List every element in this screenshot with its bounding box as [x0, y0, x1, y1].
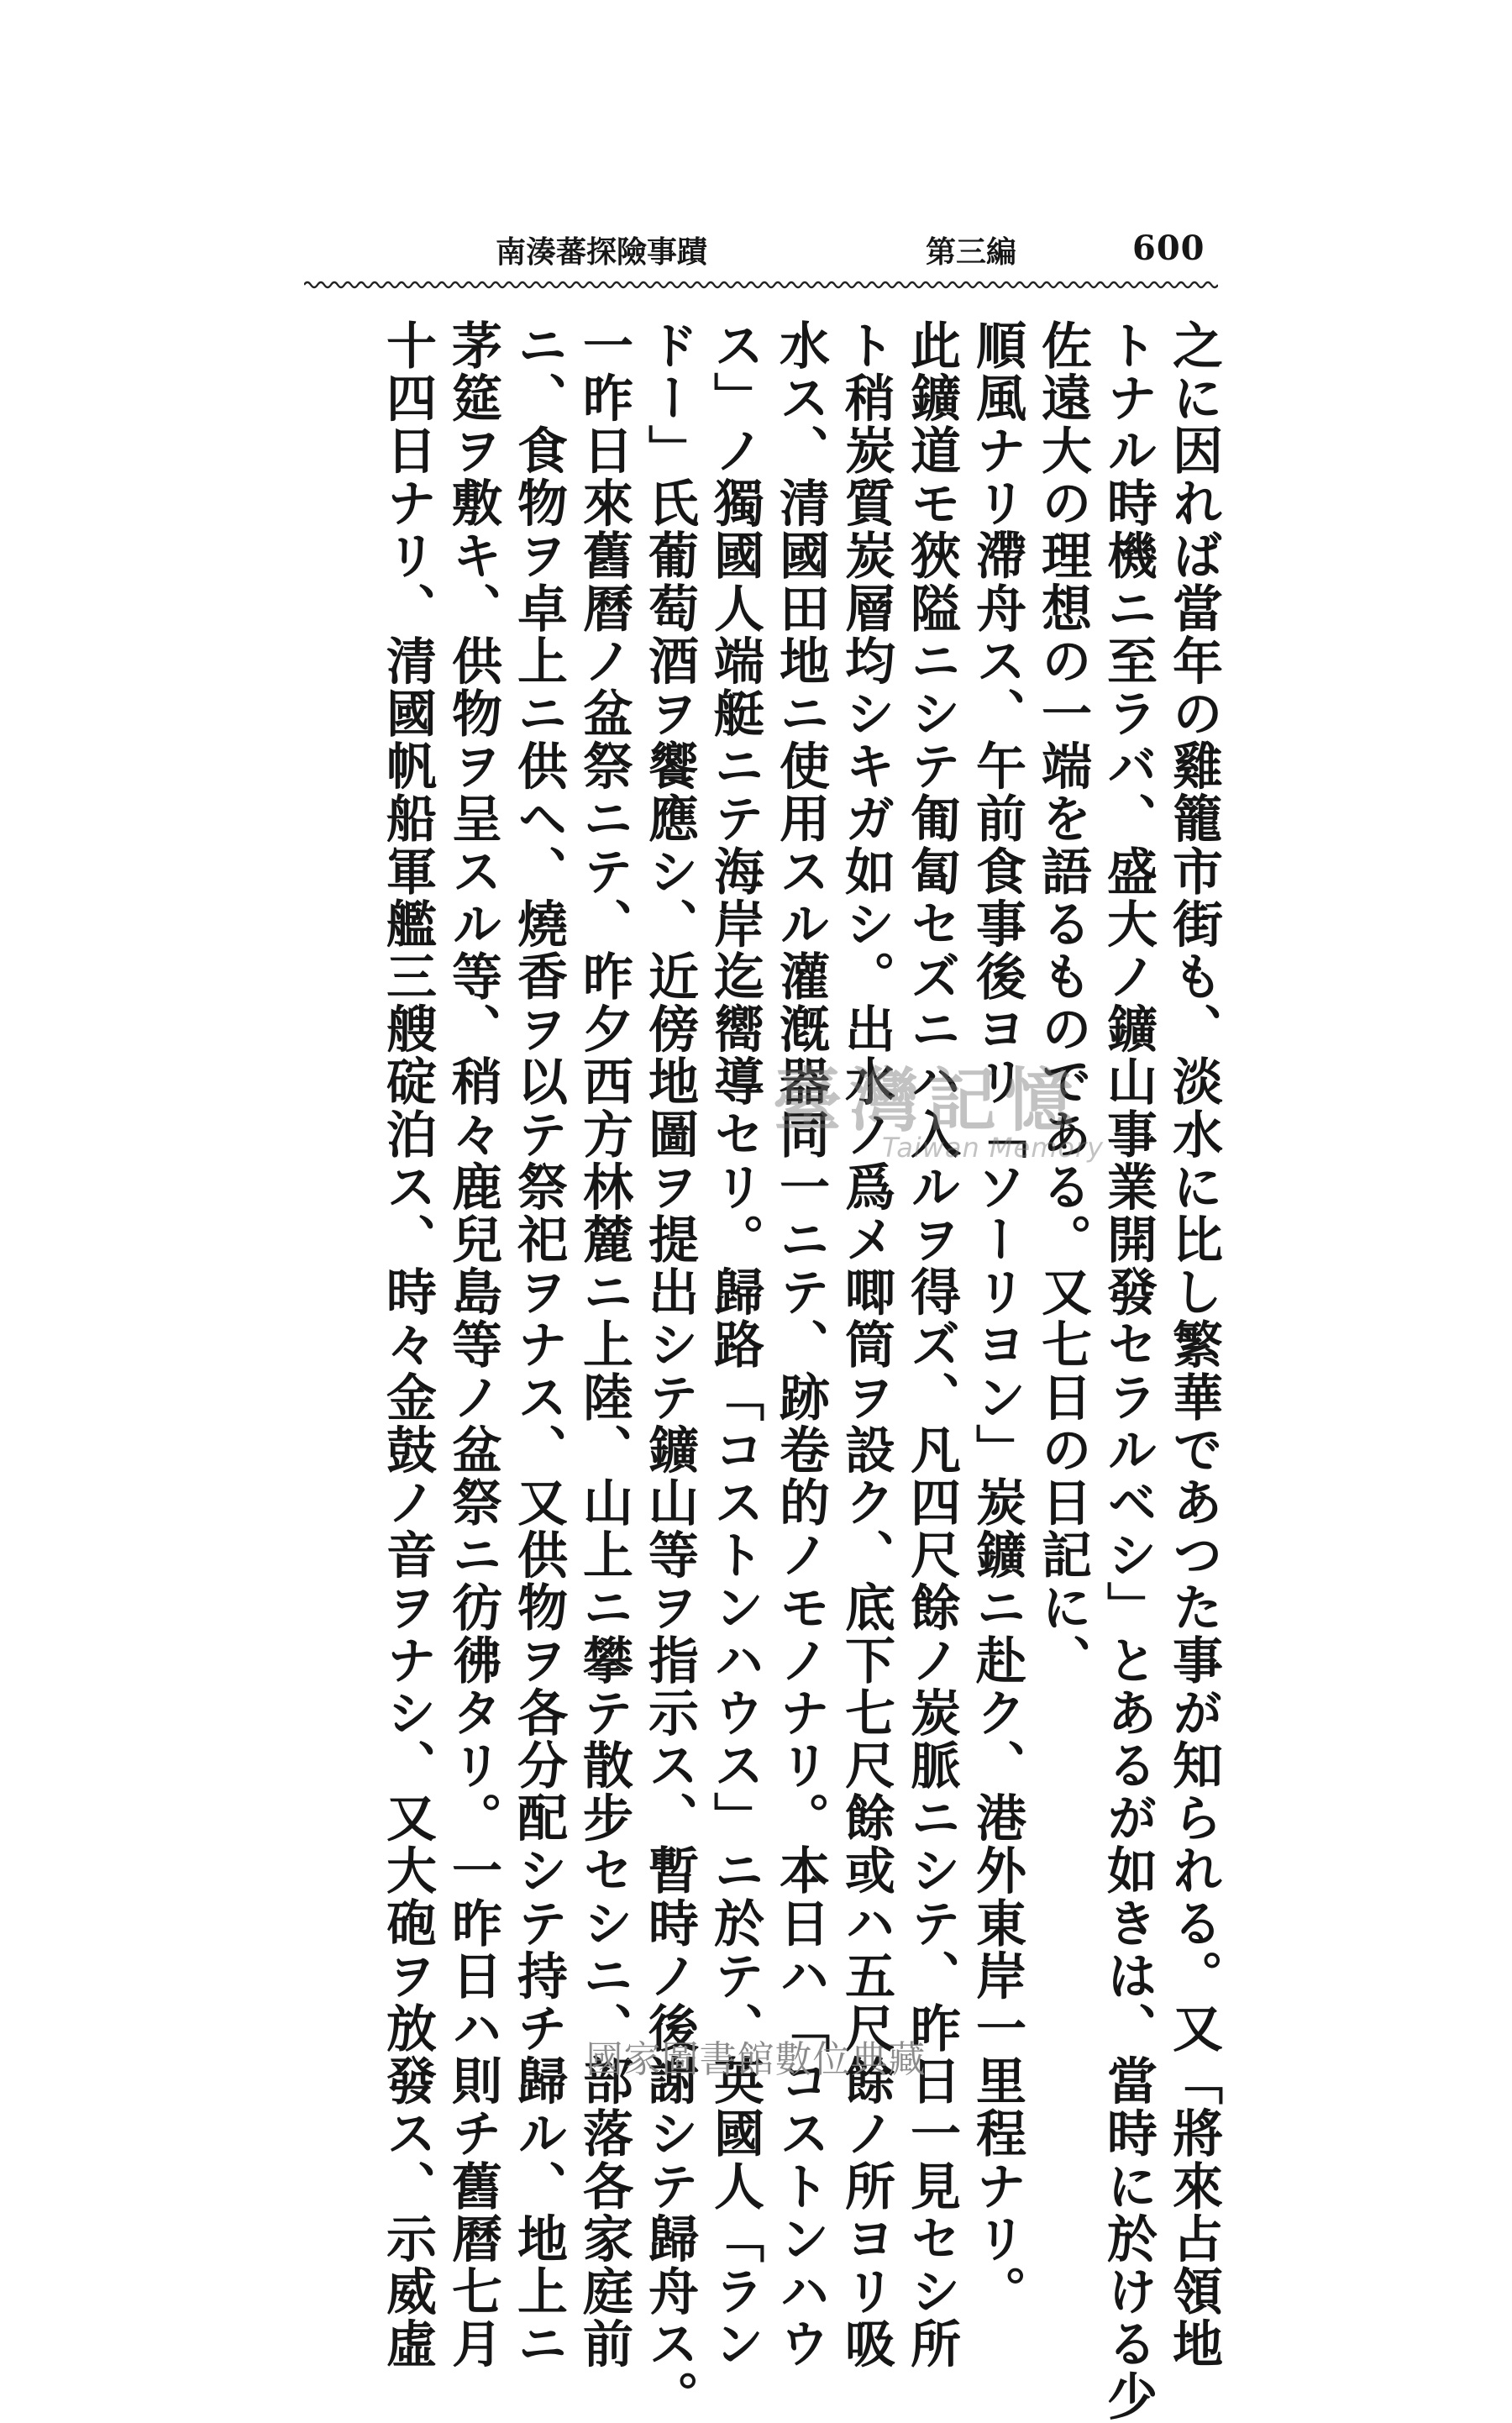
watermark-english: Taiwan Memory: [882, 1132, 1105, 1164]
text-column-9: ドー」氏葡萄酒ヲ饗應シ、近傍地圖ヲ提出シテ鑛山等ヲ指示ス、暫時ノ後謝シテ歸舟ス。: [640, 319, 699, 2423]
text-column-2: トナル時機ニ至ラバ、盛大ノ鑛山事業開發セラルベシ」とあるが如きは、當時に於ける少: [1099, 319, 1158, 2423]
text-column-5: 此鑛道モ狹隘ニシテ匍匐セズニハ入ルヲ得ズ、凡四尺餘ノ炭脈ニシテ、昨日一見セシ所: [902, 319, 961, 2371]
footer-collection-credit: 國家圖書館數位典藏: [585, 2038, 927, 2081]
header-wavy-rule: [304, 279, 1218, 291]
body-text: [284, 319, 1226, 2423]
text-column-7: 水ス、清國田地ニ使用スル灌漑器同一ニテ、跡卷的ノモノナリ。本日ハ「コストンハウ: [771, 319, 830, 2371]
text-column-6: ト稍炭質炭層均シキガ如シ。出水ノ爲メ唧筒ヲ設ク、底下七尺餘或ハ五尺餘ノ所ヨリ吸: [837, 319, 895, 2371]
text-column-4: 順風ナリ滯舟ス、午前食事後ヨリ「ソーリヨン」炭鑛ニ赴ク、港外東岸一里程ナリ。: [968, 319, 1026, 2318]
watermark-chinese: 臺灣記憶: [773, 1060, 1083, 1141]
text-column-13: 十四日ナリ、清國帆船軍艦三艘碇泊ス、時々金鼓ノ音ヲナシ、又大砲ヲ放發ス、示威虛: [378, 319, 437, 2371]
page-number: 600: [1132, 229, 1205, 268]
text-column-8: ス」ノ獨國人端艇ニテ海岸迄嚮導セリ。歸路「コストンハウス」ニ於テ、英國人「ラン: [706, 319, 764, 2371]
running-head: [496, 229, 1016, 271]
running-head-title: 南湊蕃探險事蹟: [496, 234, 708, 270]
text-column-11: ニ、食物ヲ卓上ニ供ヘ、燒香ヲ以テ祭祀ヲナス、又供物ヲ各分配シテ持チ歸ル、地上ニ: [509, 319, 568, 2371]
text-column-1: 之に因れば當年の雞籠市街も、淡水に比し繁華であつた事が知られる。又「將來占領地: [1164, 319, 1223, 2371]
text-column-3: 佐遠大の理想の一端を語るものである。又七日の日記に、: [1033, 319, 1092, 1687]
text-column-12: 茅筵ヲ敷キ、供物ヲ呈スル等、稍々鹿兒島等ノ盆祭ニ彷彿タリ。一昨日ハ則チ舊曆七月: [444, 319, 502, 2371]
running-head-part: 第三編: [925, 234, 1016, 270]
text-column-10: 一昨日來舊曆ノ盆祭ニテ、昨夕西方林麓ニ上陸、山上ニ攀テ散步セシニ、部落各家庭前: [575, 319, 633, 2371]
